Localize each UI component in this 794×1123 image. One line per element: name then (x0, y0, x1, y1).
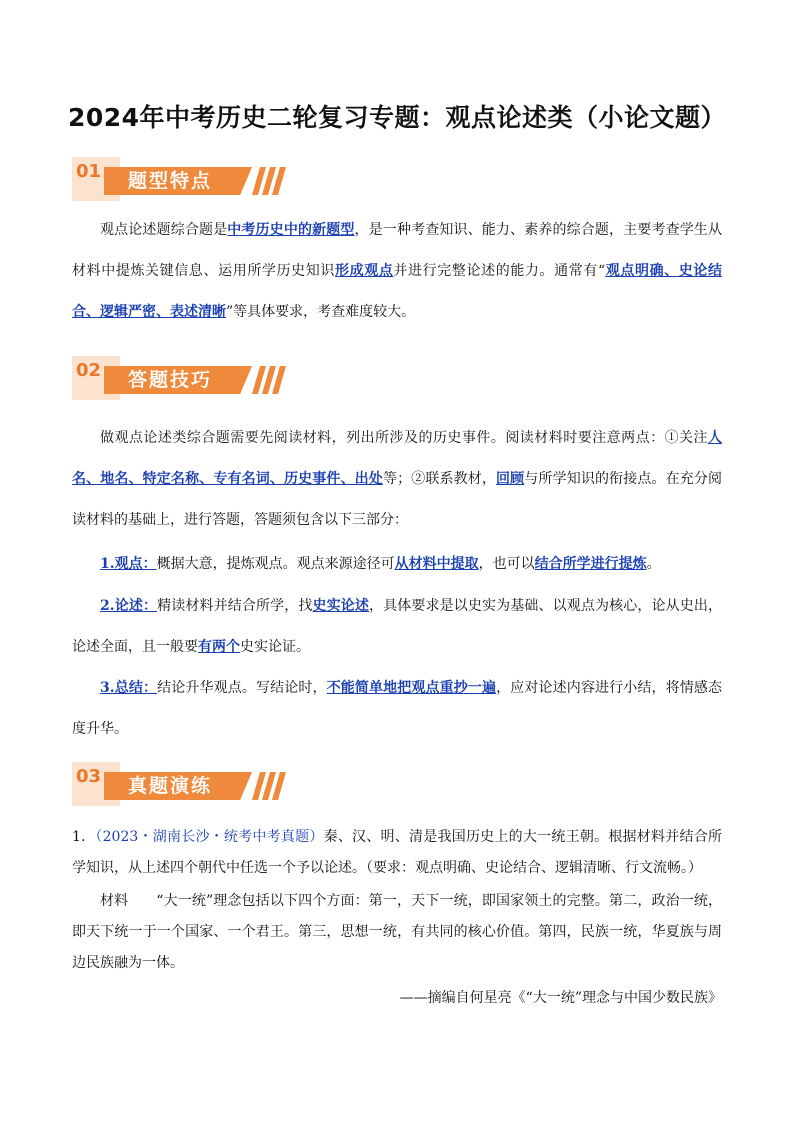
stripes-icon (250, 167, 290, 195)
highlight: 形成观点 (334, 263, 394, 279)
section-header-03 (72, 762, 302, 806)
question-1: 1．（2023・湖南长沙・统考中考真题）秦、汉、明、清是我国历史上的大一统王朝。根据材料并结合所学知识，从上述四个朝代中任选一个予以论述。（要求：观点明确、史论结合、逻辑清晰、行文流畅。） (72, 829, 722, 876)
stripes-icon (250, 772, 290, 800)
section-number: 03 (76, 766, 102, 787)
question-source: （2023・湖南长沙・统考中考真题） (95, 829, 324, 845)
point-3: 3.总结：结论升华观点。写结论时，不能简单地把观点重抄一遍，应对论述内容进行小结，将情感态度升华。 (72, 680, 722, 737)
material-citation: ——摘编自何星亮《“大一统”理念与中国少数民族》 (399, 990, 722, 1006)
section-02-paragraph: 做观点论述类综合题需要先阅读材料，列出所涉及的历史事件。阅读材料时要注意两点：①关注人名、地名、特定名称、专有名词、历史事件、出处等；②联系教材，回顾与所学知识的衔接点。在充分阅读材料的基础上，进行答题，答题须包含以下三部分： (72, 430, 723, 528)
highlight: 回顾 (496, 471, 525, 487)
highlight: 结合所学进行提炼 (534, 556, 647, 572)
highlight: 中考历史中的新题型 (227, 222, 355, 238)
section-label: 题型特点 (128, 170, 213, 192)
point-2: 2.论述：精读材料并结合所学，找史实论述，具体要求是以史实为基础、以观点为核心，论从史出，论述全面，且一般要有两个史实论证。 (72, 598, 722, 655)
section-label: 真题演练 (128, 775, 213, 797)
material-label: 材料 (100, 893, 129, 909)
highlight: 从材料中提取 (394, 556, 479, 572)
question-material: 材料 “大一统”理念包括以下四个方面：第一，天下一统，即国家领土的完整。第二，政治一统，即天下统一于一个国家、一个君王。第三，思想一统，有共同的核心价值。第四，民族一统，华夏族与周边民族融为一体。 (72, 893, 723, 971)
highlight: 不能简单地把观点重抄一遍 (326, 680, 497, 696)
section-header-02 (72, 356, 302, 400)
section-label: 答题技巧 (128, 369, 213, 391)
highlight: 有两个 (198, 639, 240, 655)
stripes-icon (250, 366, 290, 394)
highlight: 人名、地名、特定名称、专有名词、历史事件、出处 (72, 430, 722, 487)
point-label: 3.总结： (100, 680, 158, 696)
point-1: 1.观点：概据大意，提炼观点。观点来源途径可从材料中提取，也可以结合所学进行提炼。 (100, 556, 661, 572)
highlight: 观点明确、史论结合、逻辑严密、表述清晰 (72, 263, 723, 320)
point-label: 1.观点： (100, 556, 157, 572)
highlight: 史实论述 (312, 598, 369, 614)
section-number: 01 (76, 161, 102, 182)
section-01-paragraph: 观点论述题综合题是中考历史中的新题型，是一种考查知识、能力、素养的综合题，主要考查学生从材料中提炼关键信息、运用所学历史知识形成观点并进行完整论述的能力。通常有“观点明确、史论结合、逻辑严密、表述清晰”等具体要求，考查难度较大。 (72, 222, 723, 320)
question-number: 1． (72, 829, 96, 845)
section-number: 02 (76, 360, 102, 381)
page-title: 2024年中考历史二轮复习专题：观点论述类（小论文题） (67, 103, 727, 132)
point-label: 2.论述： (100, 598, 158, 614)
section-header-01 (72, 157, 302, 201)
